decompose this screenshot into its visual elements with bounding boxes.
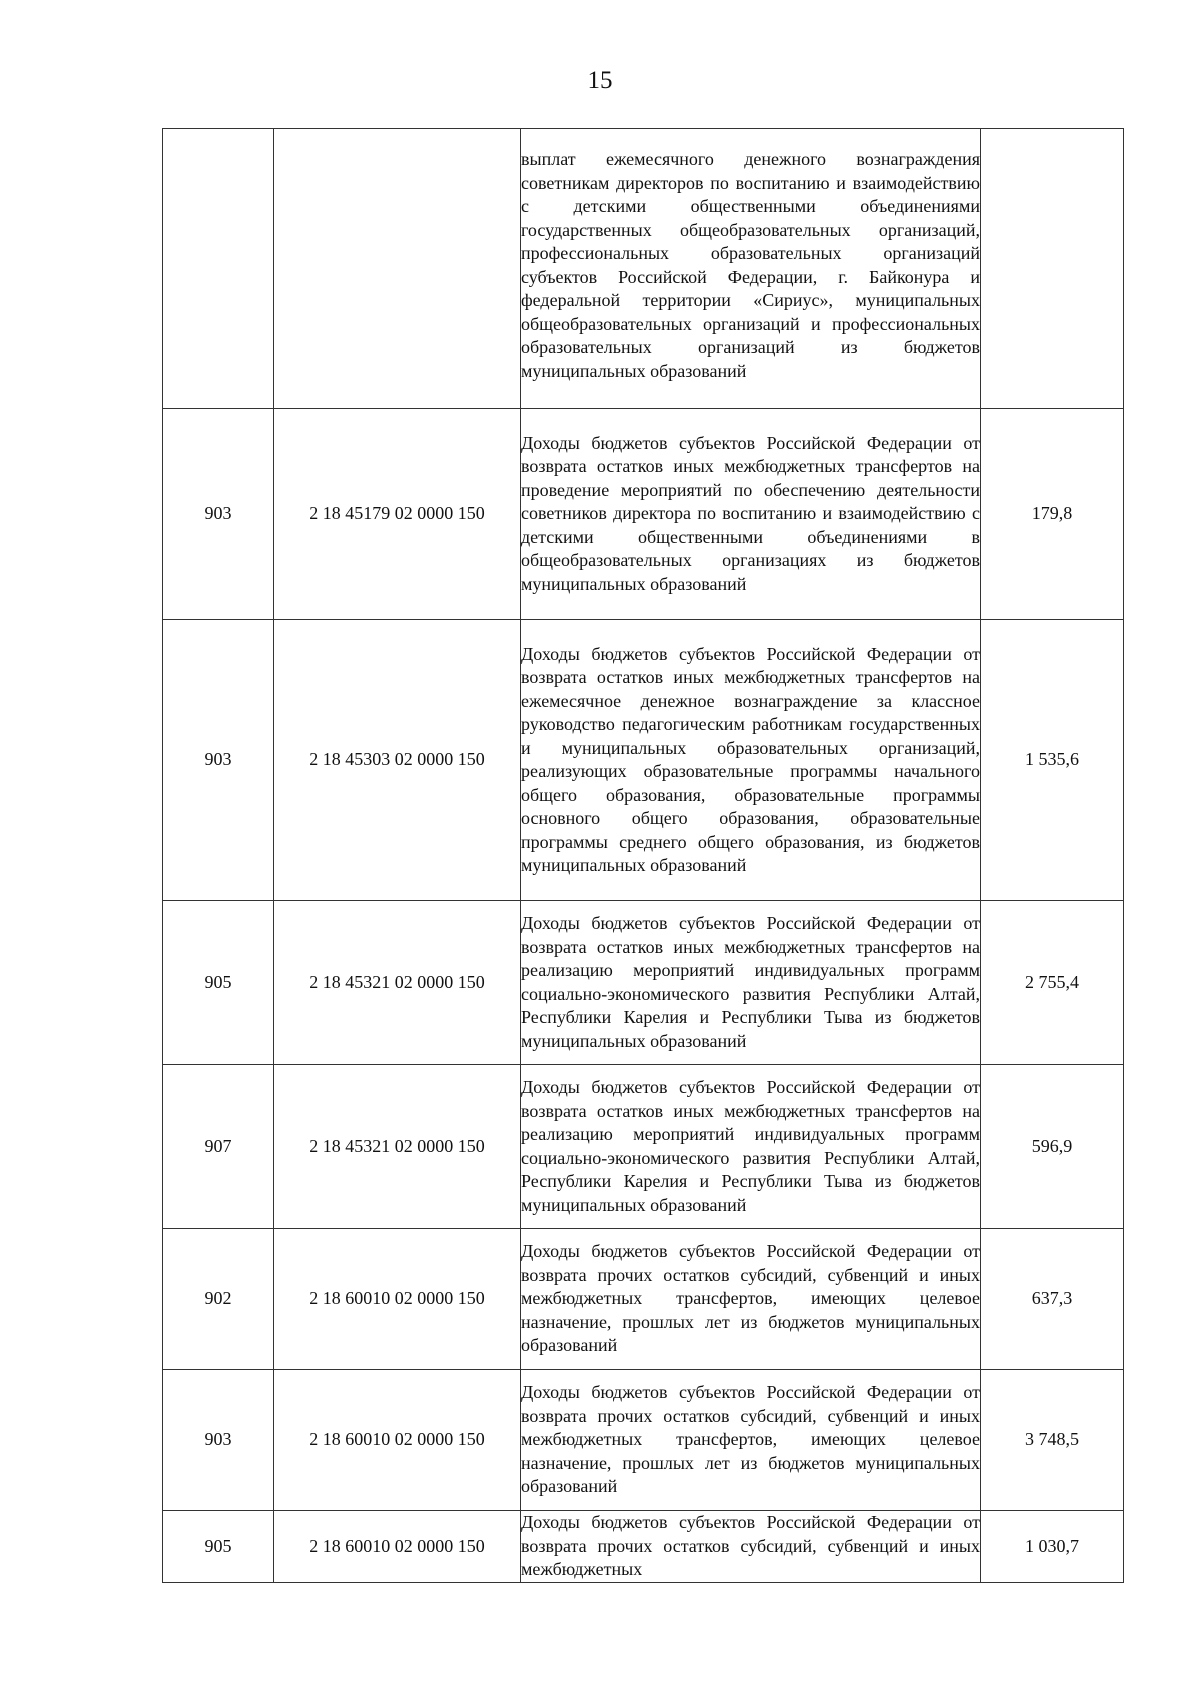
page-number: 15 [587,67,613,94]
description-cell [521,901,981,1065]
description-text: выплат ежемесячного денежного вознаграждения советникам директоров по воспитанию и взаимодействию с детскими общественными объединениями государственных общеобразовательных организаций, профессиональных образовательных организаций субъектов Российской Федерации, г. Байконура и федеральной территории «Сириус», муниципальных общеобразовательных организаций и профессиональных образовательных организаций из бюджетов муниципальных образований [521,149,980,381]
description-cell [521,1511,981,1583]
description-cell [521,1229,981,1370]
description-text: Доходы бюджетов субъектов Российской Федерации от возврата прочих остатков субсидий, субвенций и иных межбюджетных [521,1512,980,1579]
amount-cell: 1 535,6 [981,620,1124,901]
description-text: Доходы бюджетов субъектов Российской Федерации от возврата остатков иных межбюджетных трансфертов на проведение мероприятий по обеспечению деятельности советников директора по воспитанию и взаимодействию с детскими общественными объединениями в общеобразовательных организациях из бюджетов муниципальных образований [521,432,980,594]
amount-cell [981,129,1124,409]
description-text: Доходы бюджетов субъектов Российской Федерации от возврата остатков иных межбюджетных трансфертов на реализацию мероприятий индивидуальных программ социально-экономического развития Республики Алтай, Республики Карелия и Республики Тыва из бюджетов муниципальных образований [521,913,980,1051]
admin-code-cell: 905 [163,901,274,1065]
amount-cell: 2 755,4 [981,901,1124,1065]
admin-code-cell [163,129,274,409]
table-row [163,1511,1124,1583]
budget-code-cell [274,129,521,409]
budget-code-cell: 2 18 60010 02 0000 150 [274,1229,521,1370]
amount-cell: 3 748,5 [981,1370,1124,1511]
budget-code-cell: 2 18 45321 02 0000 150 [274,1065,521,1229]
table-row [163,620,1124,901]
description-text: Доходы бюджетов субъектов Российской Федерации от возврата прочих остатков субсидий, субвенций и иных межбюджетных трансфертов, имеющих целевое назначение, прошлых лет из бюджетов муниципальных образований [521,1382,980,1497]
description-text: Доходы бюджетов субъектов Российской Федерации от возврата прочих остатков субсидий, субвенций и иных межбюджетных трансфертов, имеющих целевое назначение, прошлых лет из бюджетов муниципальных образований [521,1241,980,1356]
budget-code-cell: 2 18 45303 02 0000 150 [274,620,521,901]
amount-cell: 179,8 [981,409,1124,620]
amount-cell: 1 030,7 [981,1511,1124,1583]
admin-code-cell: 903 [163,1370,274,1511]
description-cell [521,1065,981,1229]
admin-code-cell: 903 [163,620,274,901]
budget-code-cell: 2 18 45321 02 0000 150 [274,901,521,1065]
table-row [163,409,1124,620]
description-text: Доходы бюджетов субъектов Российской Федерации от возврата остатков иных межбюджетных трансфертов на ежемесячное денежное вознаграждение за классное руководство педагогическим работникам государственных и муниципальных образовательных организаций, реализующих образовательные программы начального общего образования, образовательные программы основного общего образования, образовательные программы среднего общего образования, из бюджетов муниципальных образований [521,643,980,875]
table-row [163,901,1124,1065]
description-cell [521,620,981,901]
amount-cell: 596,9 [981,1065,1124,1229]
revenue-table [162,128,1124,1583]
budget-code-cell: 2 18 45179 02 0000 150 [274,409,521,620]
table-row [163,1229,1124,1370]
table-row [163,1065,1124,1229]
description-cell [521,129,981,409]
description-cell [521,409,981,620]
description-cell [521,1370,981,1511]
budget-code-cell: 2 18 60010 02 0000 150 [274,1370,521,1511]
table-row [163,1370,1124,1511]
admin-code-cell: 907 [163,1065,274,1229]
admin-code-cell: 905 [163,1511,274,1583]
description-text: Доходы бюджетов субъектов Российской Федерации от возврата остатков иных межбюджетных трансфертов на реализацию мероприятий индивидуальных программ социально-экономического развития Республики Алтай, Республики Карелия и Республики Тыва из бюджетов муниципальных образований [521,1077,980,1215]
amount-cell: 637,3 [981,1229,1124,1370]
table-row [163,129,1124,409]
budget-code-cell: 2 18 60010 02 0000 150 [274,1511,521,1583]
admin-code-cell: 903 [163,409,274,620]
admin-code-cell: 902 [163,1229,274,1370]
